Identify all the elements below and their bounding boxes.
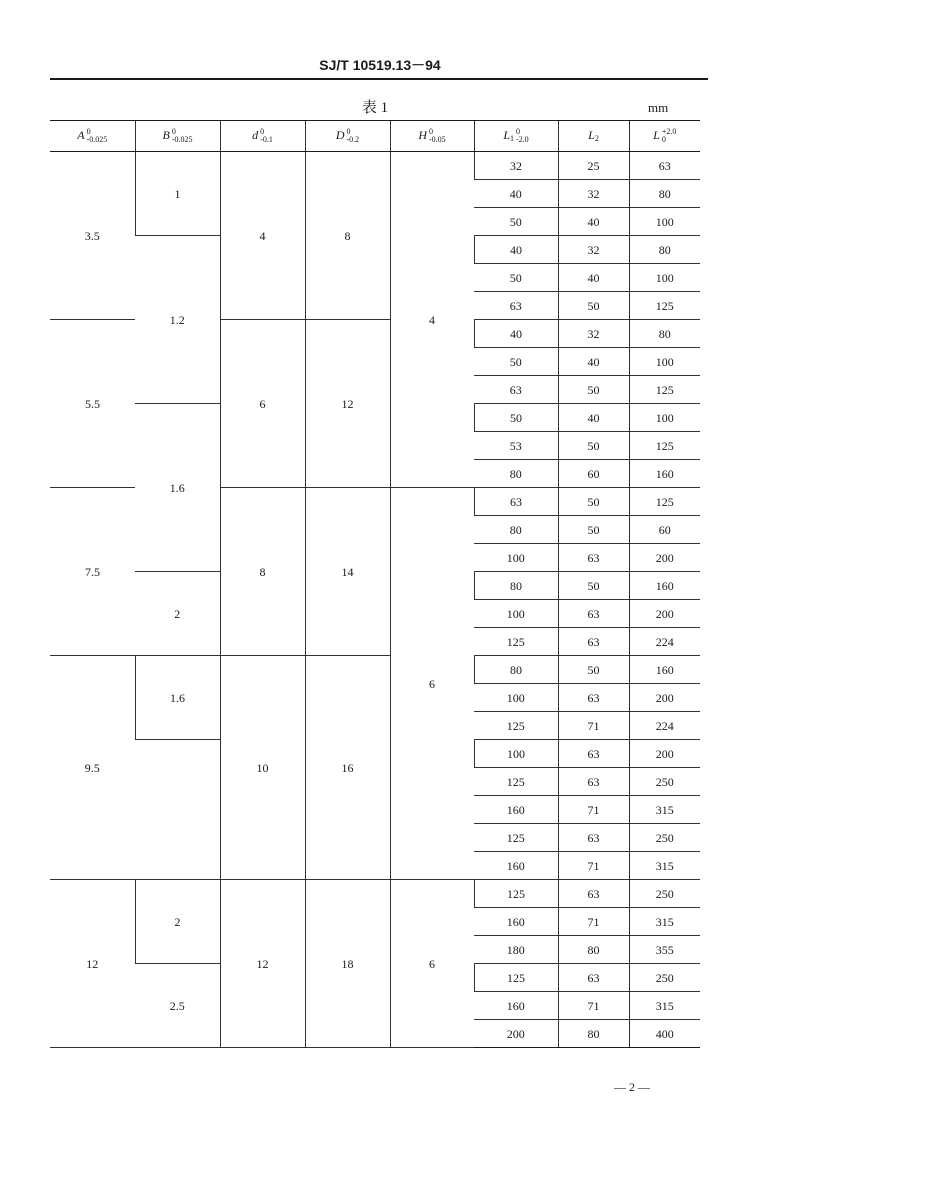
cell-l1: 63 xyxy=(474,292,558,320)
cell-l: 60 xyxy=(629,516,700,544)
cell-l1: 125 xyxy=(474,628,558,656)
cell-l2: 80 xyxy=(558,936,629,964)
cell-l: 100 xyxy=(629,404,700,432)
tolerance-lower: 0 xyxy=(661,135,666,144)
tolerance-lower: -2.0 xyxy=(516,135,529,144)
column-subscript: 1 xyxy=(510,133,514,143)
cell-d-large: 14 xyxy=(305,488,390,656)
cell-l: 250 xyxy=(629,768,700,796)
cell-d-small: 8 xyxy=(220,488,305,656)
cell-l: 315 xyxy=(629,796,700,824)
column-header xyxy=(50,121,135,152)
cell-d-large: 8 xyxy=(305,152,390,320)
cell-l2: 63 xyxy=(558,628,629,656)
cell-l2: 71 xyxy=(558,908,629,936)
cell-l2: 63 xyxy=(558,964,629,992)
tolerance-lower: -0.025 xyxy=(171,135,193,144)
cell-l: 250 xyxy=(629,824,700,852)
cell-d-small: 6 xyxy=(220,320,305,488)
column-symbol: A xyxy=(77,127,85,142)
cell-l: 100 xyxy=(629,208,700,236)
cell-l1: 53 xyxy=(474,432,558,460)
tolerance xyxy=(347,128,360,144)
dimension-table xyxy=(50,120,700,1048)
cell-h: 6 xyxy=(390,488,474,880)
cell-b: 1.2 xyxy=(135,236,220,404)
cell-l1: 160 xyxy=(474,796,558,824)
cell-a: 7.5 xyxy=(50,488,135,656)
cell-l1: 80 xyxy=(474,460,558,488)
cell-l2: 50 xyxy=(558,376,629,404)
tolerance-upper: +2.0 xyxy=(661,127,677,136)
cell-l2: 32 xyxy=(558,320,629,348)
tolerance xyxy=(87,128,108,144)
tolerance xyxy=(172,128,193,144)
cell-l: 63 xyxy=(629,152,700,180)
cell-l1: 40 xyxy=(474,236,558,264)
table-body xyxy=(50,152,700,1048)
cell-l2: 50 xyxy=(558,488,629,516)
unit-label: mm xyxy=(648,100,669,115)
cell-d-large: 16 xyxy=(305,656,390,880)
cell-l: 315 xyxy=(629,992,700,1020)
cell-d-large: 18 xyxy=(305,880,390,1048)
tolerance-upper: 0 xyxy=(429,127,433,136)
cell-l1: 80 xyxy=(474,516,558,544)
cell-l2: 63 xyxy=(558,544,629,572)
column-symbol: L xyxy=(588,128,595,142)
cell-l: 125 xyxy=(629,376,700,404)
cell-l: 200 xyxy=(629,684,700,712)
cell-d-small: 10 xyxy=(220,656,305,880)
cell-b: 1 xyxy=(135,152,220,236)
cell-l2: 63 xyxy=(558,768,629,796)
cell-l1: 160 xyxy=(474,908,558,936)
column-header xyxy=(305,121,390,152)
column-header xyxy=(629,121,700,152)
cell-a: 9.5 xyxy=(50,656,135,880)
tolerance xyxy=(260,128,273,144)
cell-a: 12 xyxy=(50,880,135,1048)
cell-l2: 63 xyxy=(558,684,629,712)
table-header-row xyxy=(50,121,700,152)
cell-l2: 71 xyxy=(558,796,629,824)
table-row xyxy=(50,152,700,180)
cell-d-small: 4 xyxy=(220,152,305,320)
tolerance xyxy=(662,128,677,144)
cell-l2: 80 xyxy=(558,1020,629,1048)
cell-l1: 125 xyxy=(474,824,558,852)
cell-l1: 32 xyxy=(474,152,558,180)
column-symbol: H xyxy=(418,127,427,142)
cell-l1: 160 xyxy=(474,992,558,1020)
cell-l: 224 xyxy=(629,712,700,740)
cell-l: 315 xyxy=(629,852,700,880)
tolerance-upper: 0 xyxy=(516,127,520,136)
column-symbol: L xyxy=(653,127,660,142)
cell-l1: 100 xyxy=(474,740,558,768)
tolerance-upper: 0 xyxy=(346,127,351,136)
cell-b: 1.6 xyxy=(135,404,220,572)
cell-l2: 32 xyxy=(558,180,629,208)
cell-l2: 71 xyxy=(558,992,629,1020)
cell-l2: 50 xyxy=(558,656,629,684)
cell-b: 1.6 xyxy=(135,656,220,740)
cell-l: 125 xyxy=(629,292,700,320)
cell-l1: 125 xyxy=(474,964,558,992)
table-row xyxy=(50,880,700,908)
cell-l: 224 xyxy=(629,628,700,656)
cell-l1: 80 xyxy=(474,656,558,684)
cell-d-small: 12 xyxy=(220,880,305,1048)
cell-l1: 180 xyxy=(474,936,558,964)
cell-l: 250 xyxy=(629,964,700,992)
tolerance-upper: 0 xyxy=(260,127,265,136)
page-number: — 2 — xyxy=(614,1080,650,1094)
cell-l: 400 xyxy=(629,1020,700,1048)
cell-a: 5.5 xyxy=(50,320,135,488)
cell-l1: 100 xyxy=(474,600,558,628)
tolerance xyxy=(429,128,446,144)
column-header xyxy=(135,121,220,152)
cell-l1: 63 xyxy=(474,376,558,404)
tolerance-upper: 0 xyxy=(171,127,176,136)
cell-l1: 160 xyxy=(474,852,558,880)
cell-l: 160 xyxy=(629,572,700,600)
cell-l2: 71 xyxy=(558,712,629,740)
cell-b: 2.5 xyxy=(135,964,220,1048)
cell-l2: 63 xyxy=(558,824,629,852)
column-header xyxy=(558,121,629,152)
cell-l2: 50 xyxy=(558,516,629,544)
cell-l: 315 xyxy=(629,908,700,936)
cell-l1: 100 xyxy=(474,684,558,712)
column-symbol: L xyxy=(503,127,510,142)
cell-l: 80 xyxy=(629,236,700,264)
cell-l2: 40 xyxy=(558,404,629,432)
cell-l: 125 xyxy=(629,488,700,516)
cell-l2: 50 xyxy=(558,292,629,320)
column-symbol: B xyxy=(162,127,170,142)
cell-l: 355 xyxy=(629,936,700,964)
cell-l1: 125 xyxy=(474,768,558,796)
tolerance-lower: -0.1 xyxy=(260,135,273,144)
cell-l1: 50 xyxy=(474,208,558,236)
cell-l1: 50 xyxy=(474,348,558,376)
tolerance-lower: -0.2 xyxy=(346,135,360,144)
cell-l1: 50 xyxy=(474,264,558,292)
cell-l: 80 xyxy=(629,320,700,348)
cell-l1: 200 xyxy=(474,1020,558,1048)
document-code: SJ/T 10519.13－94 xyxy=(319,57,441,73)
cell-b: 2 xyxy=(135,880,220,964)
cell-a: 3.5 xyxy=(50,152,135,320)
column-header xyxy=(220,121,305,152)
tolerance-upper: 0 xyxy=(86,127,91,136)
cell-l: 200 xyxy=(629,600,700,628)
cell-l: 250 xyxy=(629,880,700,908)
cell-l1: 40 xyxy=(474,320,558,348)
cell-l: 100 xyxy=(629,264,700,292)
cell-l2: 63 xyxy=(558,600,629,628)
cell-l2: 25 xyxy=(558,152,629,180)
cell-b xyxy=(135,740,220,880)
cell-l1: 100 xyxy=(474,544,558,572)
cell-l1: 80 xyxy=(474,572,558,600)
cell-l2: 60 xyxy=(558,460,629,488)
cell-l2: 63 xyxy=(558,880,629,908)
cell-l: 200 xyxy=(629,740,700,768)
column-header xyxy=(474,121,558,152)
tolerance-lower: -0.025 xyxy=(86,135,108,144)
tolerance xyxy=(516,128,529,144)
cell-l: 80 xyxy=(629,180,700,208)
cell-l: 200 xyxy=(629,544,700,572)
cell-l2: 50 xyxy=(558,432,629,460)
cell-h: 6 xyxy=(390,880,474,1048)
column-header xyxy=(390,121,474,152)
cell-l1: 125 xyxy=(474,712,558,740)
cell-l1: 125 xyxy=(474,880,558,908)
cell-l2: 71 xyxy=(558,852,629,880)
cell-d-large: 12 xyxy=(305,320,390,488)
cell-l1: 40 xyxy=(474,180,558,208)
cell-l2: 50 xyxy=(558,572,629,600)
cell-l: 100 xyxy=(629,348,700,376)
cell-h: 4 xyxy=(390,152,474,488)
cell-l2: 32 xyxy=(558,236,629,264)
table-row xyxy=(50,656,700,684)
cell-l2: 40 xyxy=(558,208,629,236)
cell-b: 2 xyxy=(135,572,220,656)
cell-l2: 40 xyxy=(558,264,629,292)
tolerance-lower: -0.05 xyxy=(429,135,446,144)
cell-l2: 40 xyxy=(558,348,629,376)
cell-l1: 50 xyxy=(474,404,558,432)
header-rule xyxy=(50,78,708,80)
column-symbol: d xyxy=(252,127,259,142)
cell-l2: 63 xyxy=(558,740,629,768)
cell-l: 160 xyxy=(629,656,700,684)
cell-l1: 63 xyxy=(474,488,558,516)
column-subscript: 2 xyxy=(594,134,599,143)
cell-l: 160 xyxy=(629,460,700,488)
table-caption: 表 1 xyxy=(361,100,389,116)
cell-l: 125 xyxy=(629,432,700,460)
column-symbol: D xyxy=(335,127,345,142)
